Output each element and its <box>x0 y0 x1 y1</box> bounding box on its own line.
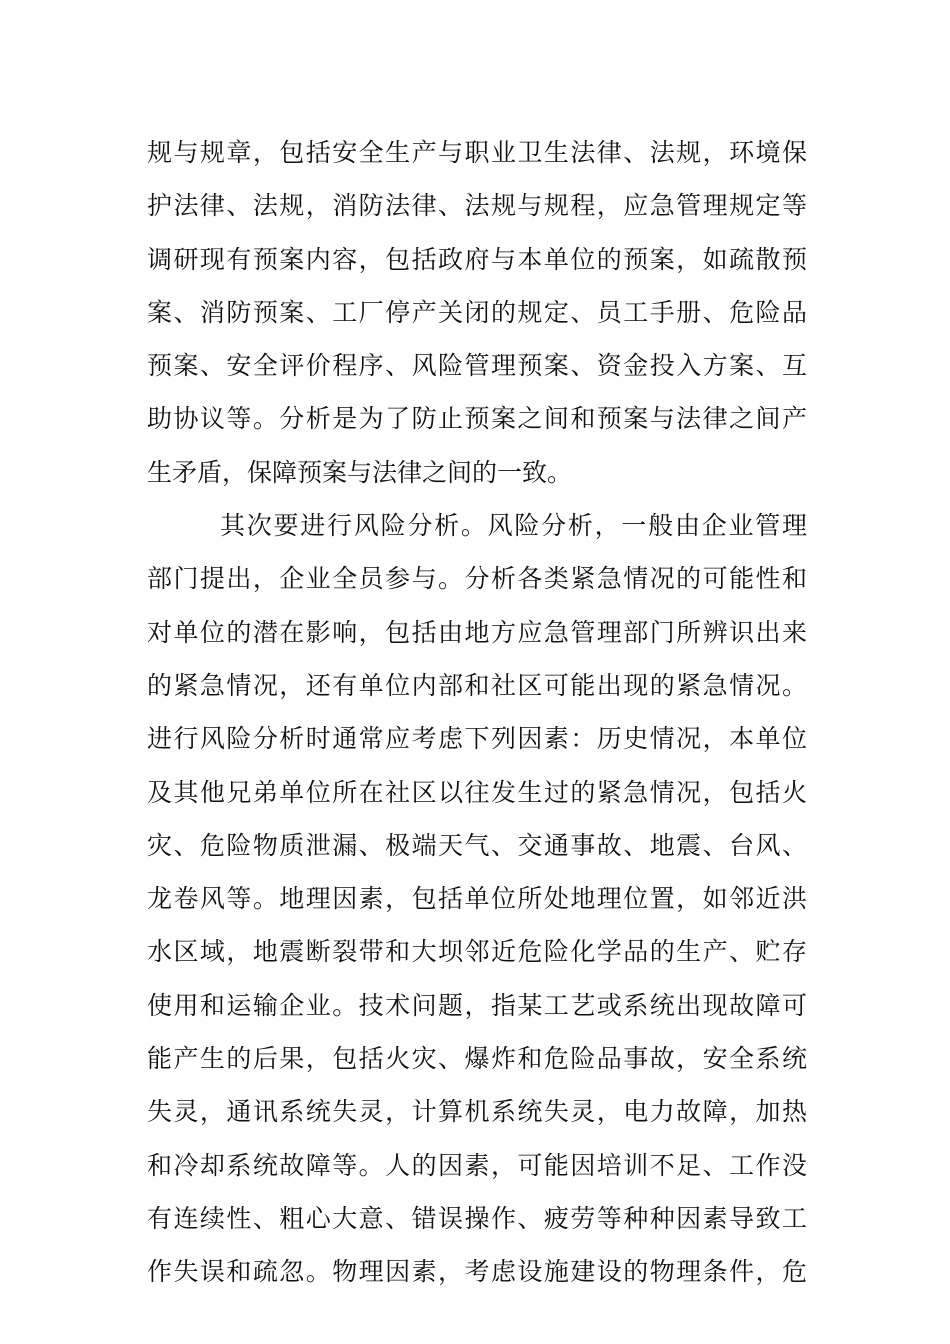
body-text <box>147 126 807 1299</box>
text-line: 部门提出，企业全员参与。分析各类紧急情况的可能性和 <box>147 564 807 594</box>
text-line: 的紧急情况，还有单位内部和社区可能出现的紧急情况。 <box>147 670 807 700</box>
text-line: 灾、危险物质泄漏、极端天气、交通事故、地震、台风、 <box>147 830 807 860</box>
paragraph-first-line: 其次要进行风险分析。风险分析，一般由企业管理 <box>220 511 807 541</box>
text-line: 龙卷风等。地理因素，包括单位所处地理位置，如邻近洪 <box>147 884 807 914</box>
text-line: 作失误和疏忽。物理因素，考虑设施建设的物理条件，危 <box>147 1257 807 1287</box>
text-line: 及其他兄弟单位所在社区以往发生过的紧急情况，包括火 <box>147 777 807 807</box>
text-line: 调研现有预案内容，包括政府与本单位的预案，如疏散预 <box>147 244 807 274</box>
text-line: 护法律、法规，消防法律、法规与规程，应急管理规定等 <box>147 191 807 221</box>
text-line: 规与规章，包括安全生产与职业卫生法律、法规，环境保 <box>147 138 807 167</box>
text-line: 使用和运输企业。技术问题，指某工艺或系统出现故障可 <box>147 990 807 1020</box>
text-line: 进行风险分析时通常应考虑下列因素：历史情况，本单位 <box>147 724 807 754</box>
text-line: 水区域，地震断裂带和大坝邻近危险化学品的生产、贮存 <box>147 937 807 967</box>
text-line: 生矛盾，保障预案与法律之间的一致。 <box>147 457 573 487</box>
text-line: 有连续性、粗心大意、错误操作、疲劳等种种因素导致工 <box>147 1203 807 1233</box>
text-line: 案、消防预案、工厂停产关闭的规定、员工手册、危险品 <box>147 297 807 327</box>
text-line: 失灵，通讯系统失灵，计算机系统失灵，电力故障，加热 <box>147 1097 807 1127</box>
text-line: 预案、安全评价程序、风险管理预案、资金投入方案、互 <box>147 351 807 381</box>
text-line: 对单位的潜在影响，包括由地方应急管理部门所辨识出来 <box>147 617 807 647</box>
text-line: 助协议等。分析是为了防止预案之间和预案与法律之间产 <box>147 404 807 434</box>
text-line: 能产生的后果，包括火灾、爆炸和危险品事故，安全系统 <box>147 1044 807 1074</box>
text-line: 和冷却系统故障等。人的因素，可能因培训不足、工作没 <box>147 1150 807 1180</box>
